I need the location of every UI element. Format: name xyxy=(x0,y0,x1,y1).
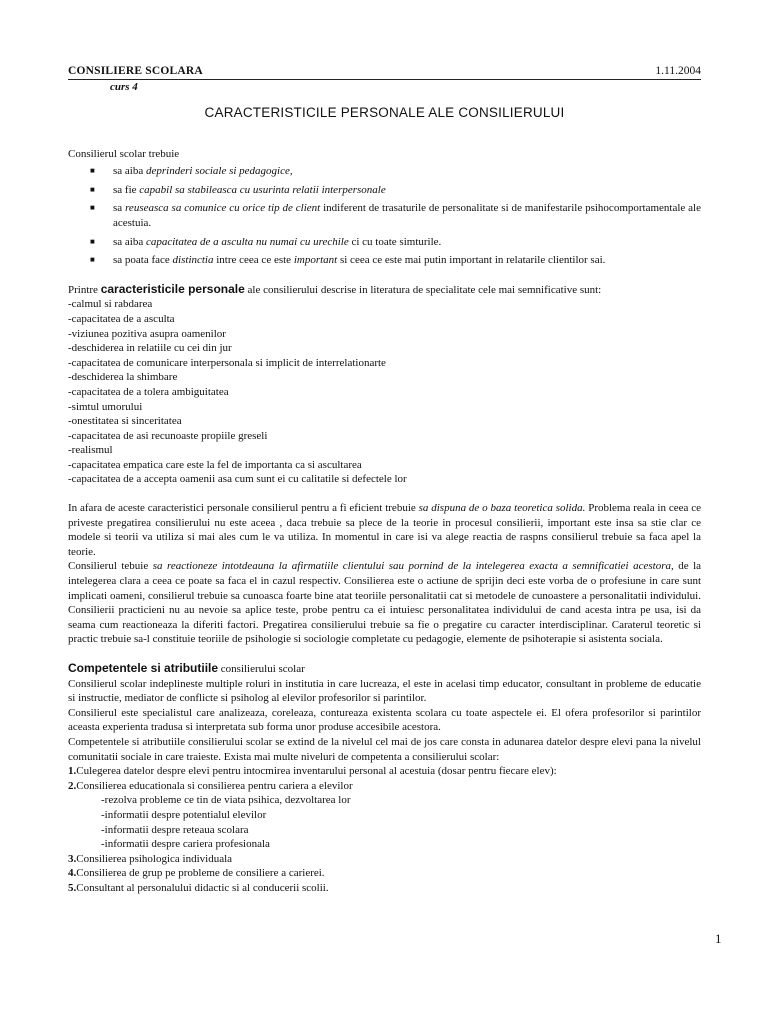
requirements-list xyxy=(68,164,701,268)
list-item: 2.Consilierea educationala si consilierea pentru cariera a elevilor xyxy=(68,779,353,792)
list-item: -capacitatea de asi recunoaste propiile greseli xyxy=(68,429,268,442)
course-label: curs 4 xyxy=(110,81,138,93)
list-item: -capacitatea empatica care este la fel de importanta ca si ascultarea xyxy=(68,458,362,471)
list-item: ■ sa aiba deprinderi sociale si pedagogice, xyxy=(68,164,701,179)
list-item: 3.Consilierea psihologica individuala xyxy=(68,852,233,865)
traits-intro: Printre caracteristicile personale ale consilierului descrise in literatura de specialitate cele mai semnificative sunt: xyxy=(68,281,602,296)
list-item: -informatii despre cariera profesionala xyxy=(101,838,270,851)
page-header xyxy=(68,64,701,80)
list-item: -informatii despre reteaua scolara xyxy=(101,823,249,836)
paragraph-theory: In afara de aceste caracteristici personale consilierul pentru a fi eficient trebuie sa dispuna de o baza teoretica solida. Problema reala in ceea ce priveste pregatirea consilierului nu este aceea , daca trebuie sa plece de la teorie in procesul consilierii, important este insa sa stie clar ce modele si teorii va utiliza si mai ales cum le va utiliza. In momentul in care isi va alege reactia de raspns consilierul trebuie sa faca apel la teorie. xyxy=(68,502,701,558)
paragraph-specialist: Consilierul este specialistul care analizeaza, coreleaza, contureaza existenta scolara cu toate aspectele ei. El ofera profesorilor si parintilor aceasta experienta tradusa si interpretata sub forma unor produse accesibile acestora. xyxy=(68,706,701,734)
list-item: ■ sa aiba capacitatea de a asculta nu numai cu urechile ci cu toate simturile. xyxy=(68,235,701,250)
list-item: -rezolva probleme ce tin de viata psihica, dezvoltarea lor xyxy=(101,794,351,807)
list-item: ■ sa reuseasca sa comunice cu orice tip de client indiferent de trasaturile de personalitate si de manifestarile psihocomportamentale ale acestuia. xyxy=(68,201,701,230)
traits-list xyxy=(68,297,701,487)
list-item: 1.Culegerea datelor despre elevi pentru intocmirea inventarului personal al acestuia (dosar pentru fiecare elev): xyxy=(68,765,557,778)
list-item: -realismul xyxy=(68,444,113,457)
list-item: -onestitatea si sinceritatea xyxy=(68,415,182,428)
list-item: 4.Consilierea de grup pe probleme de consiliere a carierei. xyxy=(68,867,325,880)
levels-list xyxy=(68,764,701,895)
list-item: ■ sa fie capabil sa stabileasca cu usurinta relatii interpersonale xyxy=(68,183,701,198)
list-item: ■ sa poata face distinctia intre ceea ce este important si ceea ce este mai putin important in relatarile clientilor sai. xyxy=(68,253,701,268)
list-item: -deschiderea in relatiile cu cei din jur xyxy=(68,342,232,355)
list-item: -capacitatea de comunicare interpersonala si implicit de interrelationarte xyxy=(68,356,386,369)
list-item: -calmul si rabdarea xyxy=(68,298,153,311)
list-item: -informatii despre potentialul elevilor xyxy=(101,808,267,821)
list-item: -deschiderea la shimbare xyxy=(68,371,178,384)
paragraph-levels: Competentele si atributiile consilierului scolar se extind de la nivelul cel mai de jos care consta in adunarea datelor despre elevi pana la nivelul comunitatii sociale in care traieste. Exista mai multe niveluri de competenta a consilierului scolar: xyxy=(68,735,701,763)
paragraph-reaction: Consilierul tebuie sa reactioneze intotdeauna la afirmatiile clientului sau pornind de la intelegerea exacta a semnificatiei acestora, de la intelegerea clara a ceea ce poate sa faca el in cazul respectiv. Consilierea este o actiune de sprijin deci este vorba de o profesiune in care sunt implicati oameni, consilierul trebuie sa cunoasca foarte bine atat teoriile personalitatii cat si metodele de cunoastere a personalitatii individului. Consilierii practicieni nu au nevoie sa aplice teste, probe pentru ca ei intuiesc personalitatea individului de cand acesta intra pe usa, isi da seama cum reactioneaza la diferiti factori. Pregatirea consilierului trebuie sa fie o pregatire cu caracter interdisciplinar. Caraterul teoretic si practic trebuie sa-l constituie teoriile de psihologie si sociologie completate cu pedagogie, elemente de psihoterapie si asistenta sociala. xyxy=(68,560,702,646)
list-item: -simtul umorului xyxy=(68,400,143,413)
intro-line: Consilierul scolar trebuie xyxy=(68,147,180,160)
list-item: -capacitatea de a accepta oamenii asa cum sunt ei cu calitatile si defectele lor xyxy=(68,473,407,486)
paragraph-roles: Consilierul scolar indeplineste multiple roluri in institutia in care lucreaza, el este in acelasi timp educator, consultant in probleme de educatie si instructie, mediator de conflicte si psiholog al elevilor profesorilor si parintilor. xyxy=(68,677,701,705)
page-number: 1 xyxy=(715,931,722,946)
document-page xyxy=(68,64,701,896)
list-item: 5.Consultant al personalului didactic si al conducerii scolii. xyxy=(68,881,329,894)
document-title: CARACTERISTICILE PERSONALE ALE CONSILIERULUI xyxy=(204,105,565,120)
list-item: -viziunea pozitiva asupra oamenilor xyxy=(68,327,226,340)
list-item: -capacitatea de a asculta xyxy=(68,312,175,325)
header-date: 1.11.2004 xyxy=(655,65,701,77)
section-heading: Competentele si atributiile consilierului scolar xyxy=(68,661,305,675)
list-item: -capacitatea de a tolera ambiguitatea xyxy=(68,385,229,398)
header-title: CONSILIERE SCOLARA xyxy=(68,65,203,77)
